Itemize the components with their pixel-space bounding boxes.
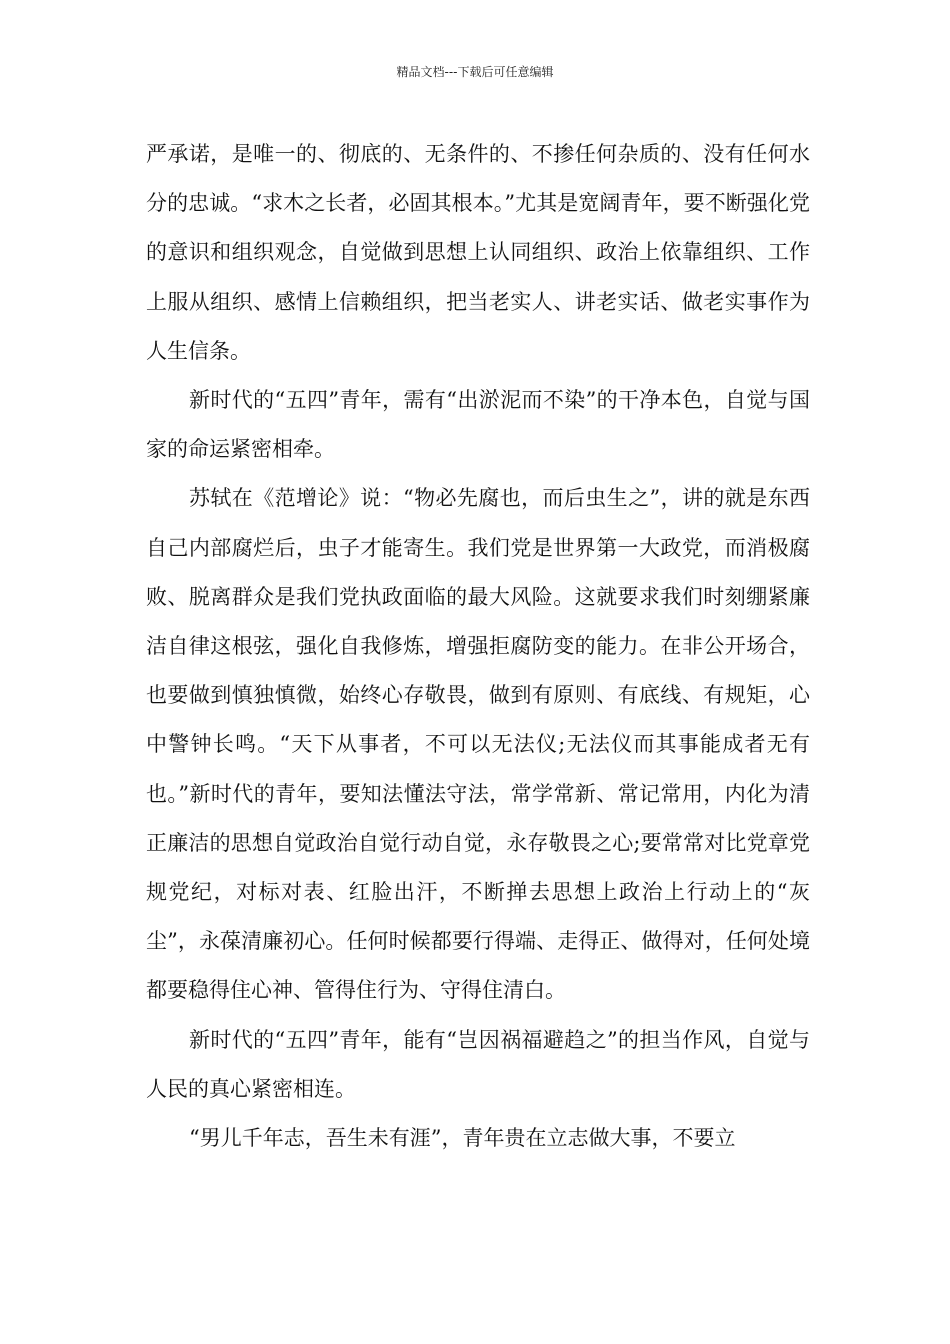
paragraph-3: 苏轼在《范增论》说：“物必先腐也，而后虫生之”，讲的就是东西自己内部腐烂后，虫子才能寄生。我们党是世界第一大政党，而消极腐败、脱离群众是我们党执政面临的最大风险。这就要求我们时刻绷紧廉洁自律这根弦，强化自我修炼，增强拒腐防变的能力。在非公开场合，也要做到慎独慎微，始终心存敬畏，做到有原则、有底线、有规矩，心中警钟长鸣。“天下从事者，不可以无法仪;无法仪而其事能成者无有也。”新时代的青年，要知法懂法守法，常学常新、常记常用，内化为清正廉洁的思想自觉政治自觉行动自觉，永存敬畏之心;要常常对比党章党规党纪，对标对表、红脸出汗，不断掸去思想上政治上行动上的“灰尘”，永葆清廉初心。任何时候都要行得端、走得正、做得对，任何处境都要稳得住心神、管得住行为、守得住清白。: [146, 486, 810, 1003]
page-header: 精品文档---下载后可任意编辑: [396, 65, 554, 79]
paragraph-1: 严承诺，是唯一的、彻底的、无条件的、不掺任何杂质的、没有任何水分的忠诚。“求木之长者，必固其根本。”尤其是宽阔青年，要不断强化党的意识和组织观念，自觉做到思想上认同组织、政治上依靠组织、工作上服从组织、感情上信赖组织，把当老实人、讲老实话、做老实事作为人生信条。: [146, 142, 810, 363]
paragraph-4: 新时代的“五四”青年，能有“岂因祸福避趋之”的担当作风，自觉与人民的真心紧密相连。: [146, 1027, 810, 1101]
paragraph-2: 新时代的“五四”青年，需有“出淤泥而不染”的干净本色，自觉与国家的命运紧密相牵。: [146, 388, 810, 462]
document-body: [146, 130, 810, 1163]
paragraph-5: “男儿千年志，吾生未有涯”，青年贵在立志做大事，不要立: [189, 1126, 736, 1151]
